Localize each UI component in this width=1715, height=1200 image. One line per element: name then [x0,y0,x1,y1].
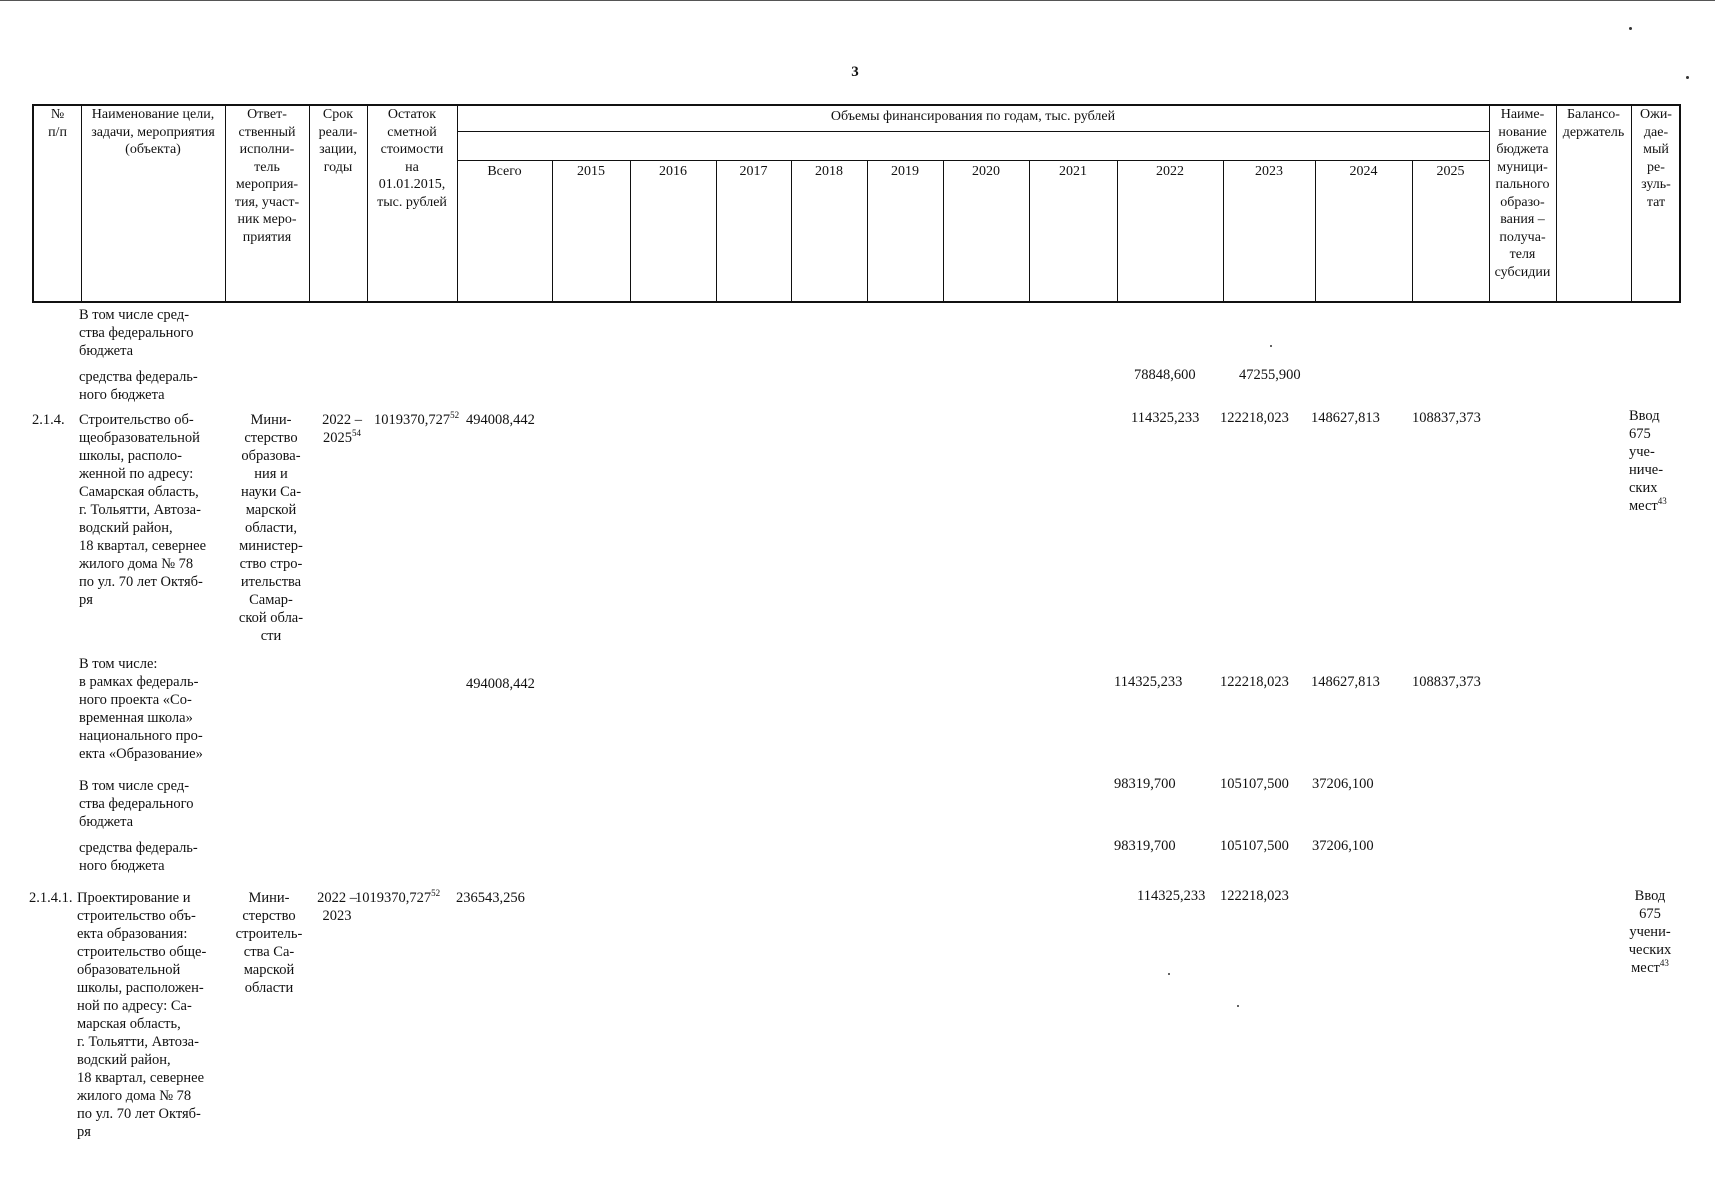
row-4-2022: 114325,233 [1114,674,1183,690]
header-financing: Объемы финансирования по годам, тыс. рублей [830,109,1116,124]
header-year-2017: 2017 [739,164,768,179]
row-7-responsible: Мини- стерство строитель- ства Са- марской области [235,890,303,996]
page-top-edge [0,0,1715,1]
row-3-result-text: Ввод 675 уче- ниче- ских мест [1629,408,1664,514]
row-3-term-text: 2022 – 2025 [322,412,362,446]
row-3-responsible: Мини- стерство образова- ния и науки Са- марской области, министер- ство стро- ительства Самар- ской обла- сти [238,412,304,644]
row-3-name: Строительство об- щеобразовательной школы, располо- женной по адресу: Самарская область, г. Тольятти, Автоза- водский район, 18 квартал, севернее жилого дома № 78 по ул. 70 лет Октяб- ря [79,412,207,608]
row-3-2024: 148627,813 [1311,410,1380,426]
row-3-term-footnote: 54 [352,428,361,439]
row-3-remainder [374,411,459,429]
header-subdivider [457,131,1489,132]
header-year-divider [1117,160,1118,301]
header-responsible: Ответ- ственный исполни- тель мероприя- тия, участ- ник меро- приятия [234,107,300,245]
header-year-2022: 2022 [1156,164,1184,179]
row-5-2022: 98319,700 [1114,776,1176,792]
row-6-2024: 37206,100 [1312,838,1374,854]
row-3-total: 494008,442 [466,412,535,428]
row-7-remainder-footnote: 52 [431,888,441,899]
header-total: Всего [487,164,522,179]
header-year-2018: 2018 [815,164,843,179]
row-7-remainder-text: 1019370,727 [355,890,432,906]
header-year-divider [1223,160,1224,301]
header-year-divider [552,160,553,301]
row-6-2022: 98319,700 [1114,838,1176,854]
header-year-2023: 2023 [1255,164,1283,179]
page-number: 3 [851,64,859,80]
scan-speck [1168,973,1170,975]
scan-speck [1237,1005,1239,1007]
row-4-name: В том числе: в рамках федераль- ного проекта «Со- временная школа» национального про- екта «Образование» [79,656,203,762]
header-year-divider [1412,160,1413,301]
header-year-2025: 2025 [1436,164,1465,179]
row-4-2024: 148627,813 [1311,674,1380,690]
row-3-num: 2.1.4. [32,412,65,428]
header-year-divider [867,160,868,301]
row-5-2024: 37206,100 [1312,776,1374,792]
row-4-2025: 108837,373 [1412,674,1481,690]
header-budget-name: Наиме- нование бюджета муници- пального образо- вания – получа- теля субсидии [1494,107,1551,280]
header-year-divider [791,160,792,301]
header-num: № п/п [48,107,67,140]
header-remainder: Остаток сметной стоимости на 01.01.2015, тыс. рублей [377,107,447,210]
row-6-2023: 105107,500 [1220,838,1289,854]
row-1-name: В том числе сред- ства федерального бюджета [79,307,194,359]
header-year-divider [943,160,944,301]
row-7-result-footnote: 43 [1659,958,1669,969]
header-holder: Балансо- держатель [1562,107,1625,140]
scan-speck [1629,27,1632,30]
row-7-term: 2022 – 2023 [317,890,357,924]
row-6-name: средства федераль- ного бюджета [79,840,198,874]
row-7-2022: 114325,233 [1137,888,1206,904]
header-year-2019: 2019 [891,164,919,179]
header-year-divider [1029,160,1030,301]
row-4-2023: 122218,023 [1220,674,1289,690]
row-7-remainder [355,889,440,907]
row-4-total: 494008,442 [466,676,535,692]
row-5-name: В том числе сред- ства федерального бюджета [79,778,194,830]
row-3-remainder-footnote: 52 [450,410,460,421]
table-header [32,104,1681,303]
header-divider [457,106,458,301]
row-7-result-text: Ввод 675 учени- ческих мест [1628,888,1672,976]
header-year-2015: 2015 [577,164,605,179]
row-3-result [1629,407,1681,515]
header-year-divider [1315,160,1316,301]
row-3-2022: 114325,233 [1131,410,1200,426]
scan-speck [1686,76,1689,79]
header-year-2020: 2020 [972,164,1000,179]
row-7-num: 2.1.4.1. [29,890,73,906]
header-term: Срок реали- зации, годы [318,107,358,175]
row-2-2022: 78848,600 [1134,367,1196,383]
header-year-2021: 2021 [1059,164,1087,179]
header-year-2024: 2024 [1349,164,1378,179]
row-3-term [313,411,371,447]
row-3-remainder-text: 1019370,727 [374,412,451,428]
row-7-2023: 122218,023 [1220,888,1289,904]
row-2-name: средства федераль- ного бюджета [79,369,198,403]
row-7-name: Проектирование и строительство объ- екта образования: строительство обще- образовательной школы, расположен- ной по адресу: Са- марская область, г. Тольятти, Автоза- водский район, 18 квартал, севернее жилого дома № 78 по ул. 70 лет Октяб- ря [77,890,207,1140]
header-year-divider [716,160,717,301]
row-3-result-footnote: 43 [1657,496,1667,507]
header-result: Ожи- дае- мый ре- зуль- тат [1640,107,1672,210]
header-subdivider [457,160,1489,161]
header-name: Наименование цели, задачи, мероприятия (объекта) [91,107,215,157]
row-5-2023: 105107,500 [1220,776,1289,792]
scan-speck [1270,345,1272,347]
header-year-2016: 2016 [659,164,687,179]
row-3-2023: 122218,023 [1220,410,1289,426]
row-7-total: 236543,256 [456,890,525,906]
row-7-result [1620,887,1680,977]
header-year-divider [630,160,631,301]
row-2-2023: 47255,900 [1239,367,1301,383]
row-3-2025: 108837,373 [1412,410,1481,426]
